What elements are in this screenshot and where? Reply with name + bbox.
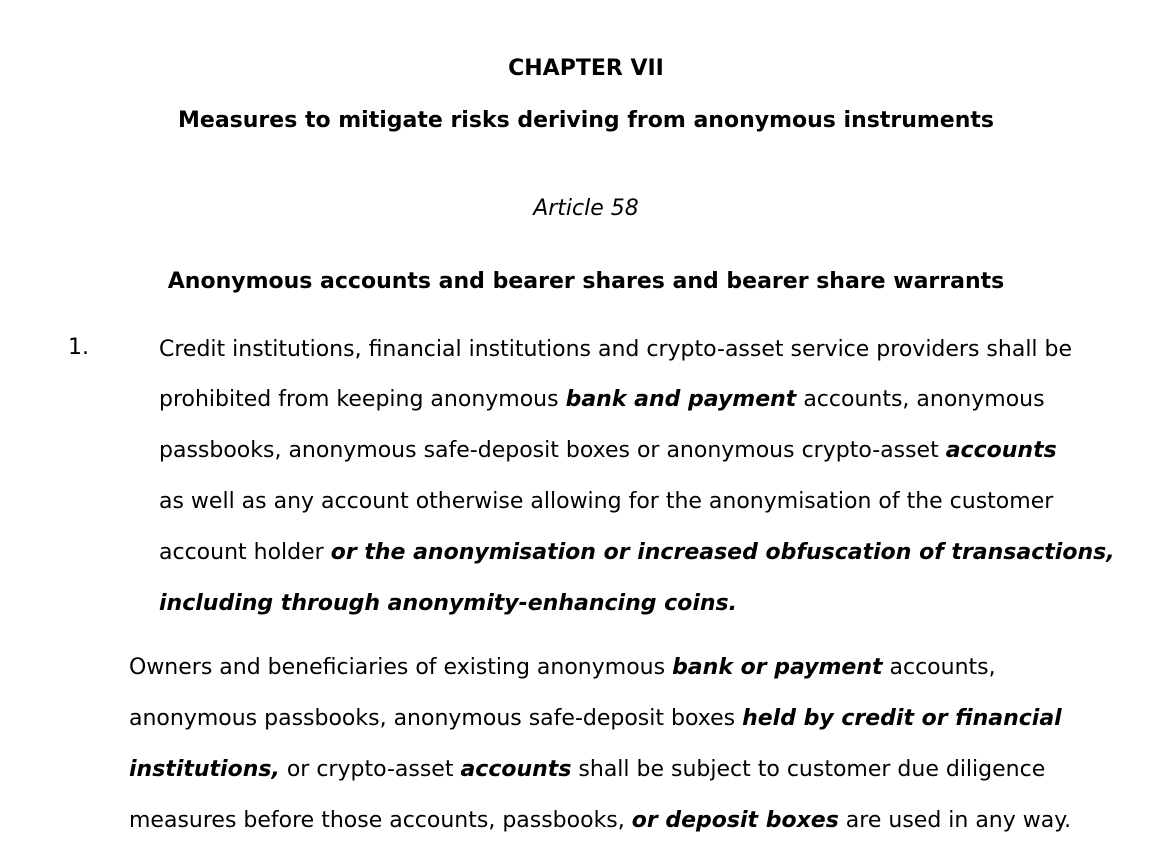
text-line [159, 336, 1072, 364]
text-line [159, 488, 1053, 516]
body-text: anonymous passbooks, anonymous safe-deposit boxes [129, 706, 743, 731]
chapter-title: Measures to mitigate risks deriving from anonymous instruments [178, 108, 994, 133]
text-line [159, 437, 1057, 465]
amendment-text: bank or payment [672, 655, 883, 680]
paragraph-number: 1. [68, 335, 89, 360]
article-number: Article 58 [533, 196, 639, 221]
text-line [129, 756, 1045, 784]
text-line [159, 386, 1045, 414]
chapter-number: CHAPTER VII [508, 56, 664, 81]
body-text: as well as any account otherwise allowing for the anonymisation of the customer [159, 489, 1054, 514]
body-text: account holder [159, 540, 331, 565]
article-title: Anonymous accounts and bearer shares and bearer share warrants [167, 269, 1005, 294]
body-text: are used in any way. [838, 808, 1072, 833]
body-text: shall be subject to customer due diligence [571, 757, 1046, 782]
amendment-text: or deposit boxes [631, 808, 839, 833]
amendment-text: bank and payment [565, 387, 797, 412]
body-text: Owners and beneficiaries of existing anonymous [129, 655, 673, 680]
amendment-text: accounts [945, 438, 1057, 463]
text-line [129, 807, 1071, 835]
body-text: accounts, [882, 655, 996, 680]
body-text: accounts, anonymous [796, 387, 1045, 412]
amendment-text: or the anonymisation or increased obfuscation of transactions, [330, 540, 1115, 565]
body-text: or crypto-asset [279, 757, 461, 782]
text-line [129, 654, 996, 682]
text-line [159, 539, 1115, 567]
amendment-text: accounts [460, 757, 572, 782]
text-line [129, 705, 1062, 733]
amendment-text: institutions, [129, 757, 280, 782]
body-text: prohibited from keeping anonymous [159, 387, 566, 412]
body-text: passbooks, anonymous safe-deposit boxes or anonymous crypto-asset [159, 438, 946, 463]
text-line [159, 590, 737, 618]
body-text: measures before those accounts, passbooks, [129, 808, 632, 833]
body-text: Credit institutions, financial institutions and crypto-asset service providers shall be [159, 337, 1073, 362]
amendment-text: held by credit or financial [742, 706, 1062, 731]
amendment-text: including through anonymity-enhancing coins. [159, 591, 737, 616]
